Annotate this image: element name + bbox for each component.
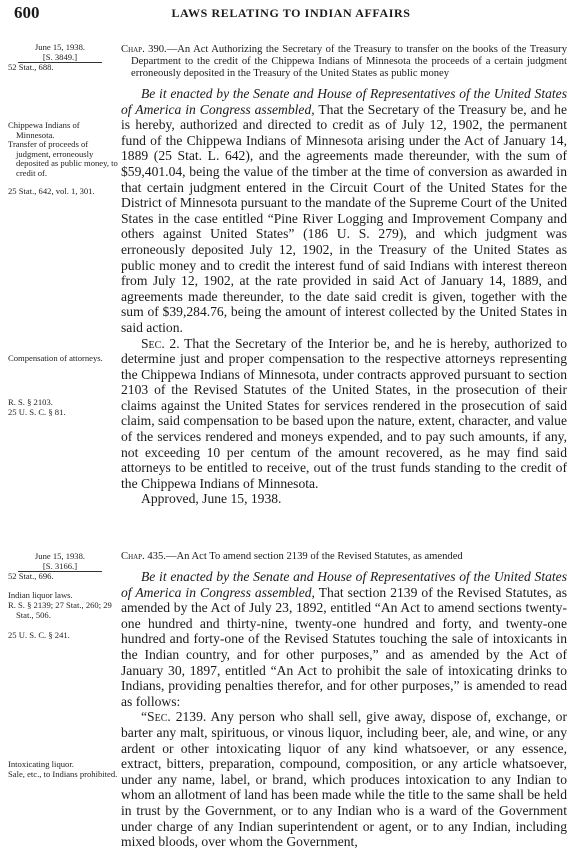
act1-chapter-heading <box>121 44 567 80</box>
running-title: LAWS RELATING TO INDIAN AFFAIRS <box>171 6 411 20</box>
act2-sec-label: “Sec. 2139. <box>141 709 207 725</box>
act1-section-2 <box>121 336 567 492</box>
margin-note-usc81: 25 U. S. C. § 81. <box>8 407 66 417</box>
act2-section-1-text: That section 2139 of the Revised Statutes, as amended by the Act of July 23, 1892, entitled “An Act to amend sections twenty-one hundred and thirty-nine, twenty-one hundred and forty, and twenty-one hundred and forty-one of the Revised Statutes touching the sale of intoxicants in the Indian country, and for other purposes,” and as amended by the Act of January 30, 1897, entitled “An Act to prohibit the sale of intoxicating drinks to Indians, providing penalties therefor, and for other purposes,” is amended to read as follows: <box>121 584 568 709</box>
act2-chapter-label: Chap. 435. <box>121 551 166 562</box>
margin-note-intox: Intoxicating liquor. <box>8 759 74 769</box>
margin-note-sale: Sale, etc., to Indians prohibited. <box>8 769 118 779</box>
act1-citation-block <box>8 43 112 73</box>
margin-note-usc241: 25 U. S. C. § 241. <box>8 630 70 640</box>
act1-chapter-label: Chap. 390. <box>121 44 167 55</box>
act1-enacting-clause: Be it enacted by the Senate and House of Representatives of the United States of America in Congress assembled, <box>121 86 567 117</box>
act2-stat-ref: 52 Stat., 696. <box>8 571 54 582</box>
act2-chapter-desc: —An Act To amend section 2139 of the Revised Statutes, as amended <box>165 551 463 562</box>
act2-sec-text: Any person who shall sell, give away, dispose of, exchange, or barter any malt, spirituous, or vinous liquor, including beer, ale, and wine, or any ardent or other intoxicating liquor of any kind whatsoever, or any essence, extract, bitters, preparation, compound, composition, or any article whatsoever, under any name, label, or brand, which produces intoxication to any Indian to whom an allotment of land has been made while the title to the same shall be held in trust by the Government, or to any Indian who is a ward of the Government under charge of any Indian superintendent or agent, or to any Indian, including mixed bloods, over whom the Government, <box>121 709 567 850</box>
act2-chapter-heading <box>121 551 567 563</box>
act2-section-1 <box>121 569 567 709</box>
act2-date: June 15, 1938. <box>34 551 86 561</box>
act2-body <box>121 551 567 850</box>
act1-stat-ref: 52 Stat., 688. <box>8 62 54 73</box>
act1-bill-number: [S. 3849.] <box>18 53 102 64</box>
margin-note-liquor-laws: Indian liquor laws. <box>8 590 73 600</box>
margin-note-compensation: Compensation of attorneys. <box>8 353 103 363</box>
act1-date: June 15, 1938. <box>34 42 86 52</box>
act1-sec2-label: Sec. 2. <box>141 335 180 351</box>
act2-bill-number: [S. 3166.] <box>18 562 102 573</box>
act1-section-1 <box>121 86 567 336</box>
act1-body <box>121 44 567 507</box>
act2-section-2139 <box>121 709 567 849</box>
margin-note-rs2139: R. S. § 2139; 27 Stat., 260; 29 Stat., 506. <box>8 600 112 620</box>
act1-sec2-text: That the Secretary of the Interior be, and he is hereby, authorized to determine just and proper compensation to the respective attorneys representing the Chippewa Indians of Minnesota, under contracts approved pursuant to section 2103 of the Revised Statutes of the United States, in the prosecution of their claims against the United States for services rendered in the prosecution of said claim, said compensation to be based upon the nature, extent, character, and value of the services rendered and moneys expended, and to pay such amounts, if any, not exceeding 10 per centum of the amount recovered, as he may find said attorneys to be entitled to receive, out of the trust funds standing to the credit of the Chippewa Indians of Minnesota. <box>121 335 567 491</box>
page-number: 600 <box>14 3 40 22</box>
margin-note-transfer: Transfer of proceeds of judgment, erroneously deposited as public money, to credit of. <box>8 139 118 178</box>
margin-note-chippewa: Chippewa Indians of Minnesota. <box>8 120 80 140</box>
act2-enacting-clause: Be it enacted by the Senate and House of Representatives of the United States of America in Congress assembled, <box>121 569 567 600</box>
margin-note-rs2103: R. S. § 2103. <box>8 397 53 407</box>
margin-note-stat25: 25 Stat., 642, vol. 1, 301. <box>8 186 95 196</box>
act1-approved: Approved, June 15, 1938. <box>141 491 282 507</box>
act1-chapter-desc: —An Act Authorizing the Secretary of the Treasury to transfer on the books of the Treasury Department to the credit of the Chippewa Indians of Minnesota the proceeds of a certain judgment erroneously deposited in the Treasury of the United States as public money <box>131 44 567 79</box>
act1-section-1-text: That the Secretary of the Treasury be, and he is hereby, authorized and directed to credit as of July 12, 1902, the permanent fund of the Chippewa Indians of Minnesota arising under the Act of January 14, 1889 (25 Stat. L. 642), and the agreements made thereunder, with the sum of $59,401.04, being the value of the timber at the time of conversion as awarded in that certain judgment entered in the Circuit Court of the United States for the District of Minnesota pursuant to the mandate of the Supreme Court of the United States in the case entitled “Pine River Logging and Improvement Company and others against United States” (186 U. S. 279), and which judgment was erroneously deposited July 12, 1902, in the Treasury of the United States as public money and to credit the interest fund of said Indians with interest thereon from July 12, 1902, at the rate provided in said Act of January 14, 1889, and agreements made thereunder, to the date said credit is given, together with the sum of $39,284.76, being the amount of interest collected by the United States in said action. <box>121 101 568 335</box>
act2-citation-block <box>8 552 112 582</box>
